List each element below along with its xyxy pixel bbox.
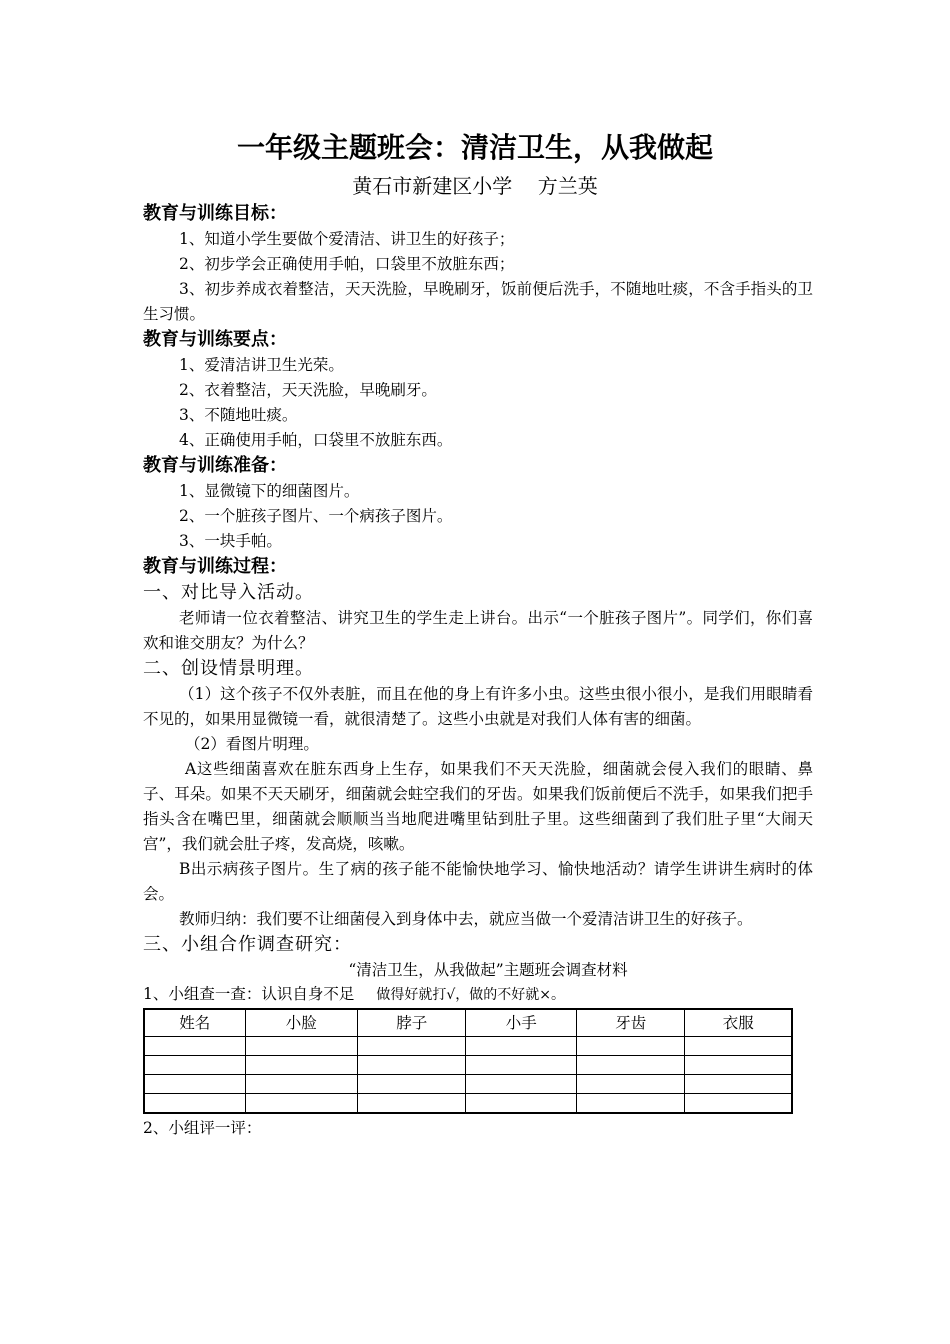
table-cell[interactable] xyxy=(245,1037,357,1056)
table-cell[interactable] xyxy=(144,1056,245,1075)
goals-heading: 教育与训练目标： xyxy=(143,203,287,224)
header-cell-neck: 脖子 xyxy=(358,1009,466,1037)
table-cell[interactable] xyxy=(358,1056,466,1075)
point-item: 3、不随地吐痰。 xyxy=(179,406,298,424)
table-cell[interactable] xyxy=(466,1094,576,1114)
prep-item: 3、一块手帕。 xyxy=(179,532,282,550)
goal-item: 3、初步养成衣着整洁，天天洗脸，早晚刷牙，饭前便后洗手，不随地吐痰，不含手指头的卫生习惯。 xyxy=(143,280,813,323)
table-cell[interactable] xyxy=(466,1037,576,1056)
material-title: “清洁卫生，从我做起”主题班会调查材料 xyxy=(348,961,628,979)
points-heading: 教育与训练要点： xyxy=(143,329,287,350)
table-cell[interactable] xyxy=(358,1094,466,1114)
table-row xyxy=(144,1037,792,1056)
table-cell[interactable] xyxy=(576,1037,684,1056)
check-label: 1、小组查一查：认识自身不足 xyxy=(143,985,355,1003)
point-item: 1、爱清洁讲卫生光荣。 xyxy=(179,356,344,374)
table-cell[interactable] xyxy=(685,1094,792,1114)
goal-item: 1、知道小学生要做个爱清洁、讲卫生的好孩子； xyxy=(179,230,515,248)
table-cell[interactable] xyxy=(358,1075,466,1094)
table-cell[interactable] xyxy=(245,1075,357,1094)
table-row xyxy=(144,1094,792,1114)
table-cell[interactable] xyxy=(685,1056,792,1075)
table-cell[interactable] xyxy=(685,1075,792,1094)
process-heading: 教育与训练过程： xyxy=(143,556,287,577)
section-2-paragraph-1: （1）这个孩子不仅外表脏，而且在他的身上有许多小虫。这些虫很小很小，是我们用眼睛看不见的，如果用显微镜一看，就很清楚了。这些小虫就是对我们人体有害的细菌。 xyxy=(143,685,813,728)
table-cell[interactable] xyxy=(685,1037,792,1056)
table-row xyxy=(144,1056,792,1075)
evaluate-label: 2、小组评一评： xyxy=(143,1119,262,1137)
prep-item: 2、一个脏孩子图片、一个病孩子图片。 xyxy=(179,507,453,525)
table-cell[interactable] xyxy=(144,1094,245,1114)
table-cell[interactable] xyxy=(144,1037,245,1056)
goal-item: 2、初步学会正确使用手帕，口袋里不放脏东西； xyxy=(179,255,515,273)
section-1-paragraph: 老师请一位衣着整洁、讲究卫生的学生走上讲台。出示“一个脏孩子图片”。同学们，你们喜欢和谁交朋友？为什么？ xyxy=(143,609,813,652)
section-3-heading: 三、小组合作调查研究： xyxy=(143,934,352,955)
table-cell[interactable] xyxy=(358,1037,466,1056)
point-item: 4、正确使用手帕，口袋里不放脏东西。 xyxy=(179,431,453,449)
prep-item: 1、显微镜下的细菌图片。 xyxy=(179,482,360,500)
table-cell[interactable] xyxy=(144,1075,245,1094)
table-cell[interactable] xyxy=(245,1094,357,1114)
header-cell-name: 姓名 xyxy=(144,1009,245,1037)
header-cell-teeth: 牙齿 xyxy=(576,1009,684,1037)
section-1-heading: 一、对比导入活动。 xyxy=(143,582,314,603)
table-cell[interactable] xyxy=(466,1056,576,1075)
section-2-heading: 二、创设情景明理。 xyxy=(143,658,314,679)
section-2-paragraph-2: （2）看图片明理。 xyxy=(185,735,319,753)
table-row xyxy=(144,1075,792,1094)
header-cell-face: 小脸 xyxy=(245,1009,357,1037)
page-title: 一年级主题班会：清洁卫生，从我做起 xyxy=(236,131,713,164)
check-line xyxy=(143,982,813,1006)
author-line: 黄石市新建区小学 方兰英 xyxy=(352,174,598,198)
section-2-paragraph-a: A这些细菌喜欢在脏东西身上生存，如果我们不天天洗脸，细菌就会侵入我们的眼睛、鼻子、耳朵。如果不天天刷牙，细菌就会蛀空我们的牙齿。如果我们饭前便后不洗手，如果我们把手指头含在嘴巴里，细菌就会顺顺当当地爬进嘴里钻到肚子里。这些细菌到了我们肚子里“大闹天宫”，我们就会肚子疼，发高烧，咳嗽。 xyxy=(143,760,813,853)
point-item: 2、衣着整洁，天天洗脸，早晚刷牙。 xyxy=(179,381,437,399)
table-cell[interactable] xyxy=(576,1056,684,1075)
section-2-summary: 教师归纳：我们要不让细菌侵入到身体中去，就应当做一个爱清洁讲卫生的好孩子。 xyxy=(179,910,753,928)
document-body xyxy=(143,201,813,1140)
table-cell[interactable] xyxy=(245,1056,357,1075)
header-cell-clothes: 衣服 xyxy=(685,1009,792,1037)
survey-table xyxy=(143,1008,793,1114)
table-cell[interactable] xyxy=(576,1075,684,1094)
section-2-paragraph-b: B出示病孩子图片。生了病的孩子能不能愉快地学习、愉快地活动？请学生讲讲生病时的体会。 xyxy=(143,860,813,903)
table-cell[interactable] xyxy=(466,1075,576,1094)
table-header-row xyxy=(144,1009,792,1037)
header-cell-hands: 小手 xyxy=(466,1009,576,1037)
check-note: 做得好就打√，做的不好就×。 xyxy=(376,987,566,1003)
table-cell[interactable] xyxy=(576,1094,684,1114)
prep-heading: 教育与训练准备： xyxy=(143,455,287,476)
